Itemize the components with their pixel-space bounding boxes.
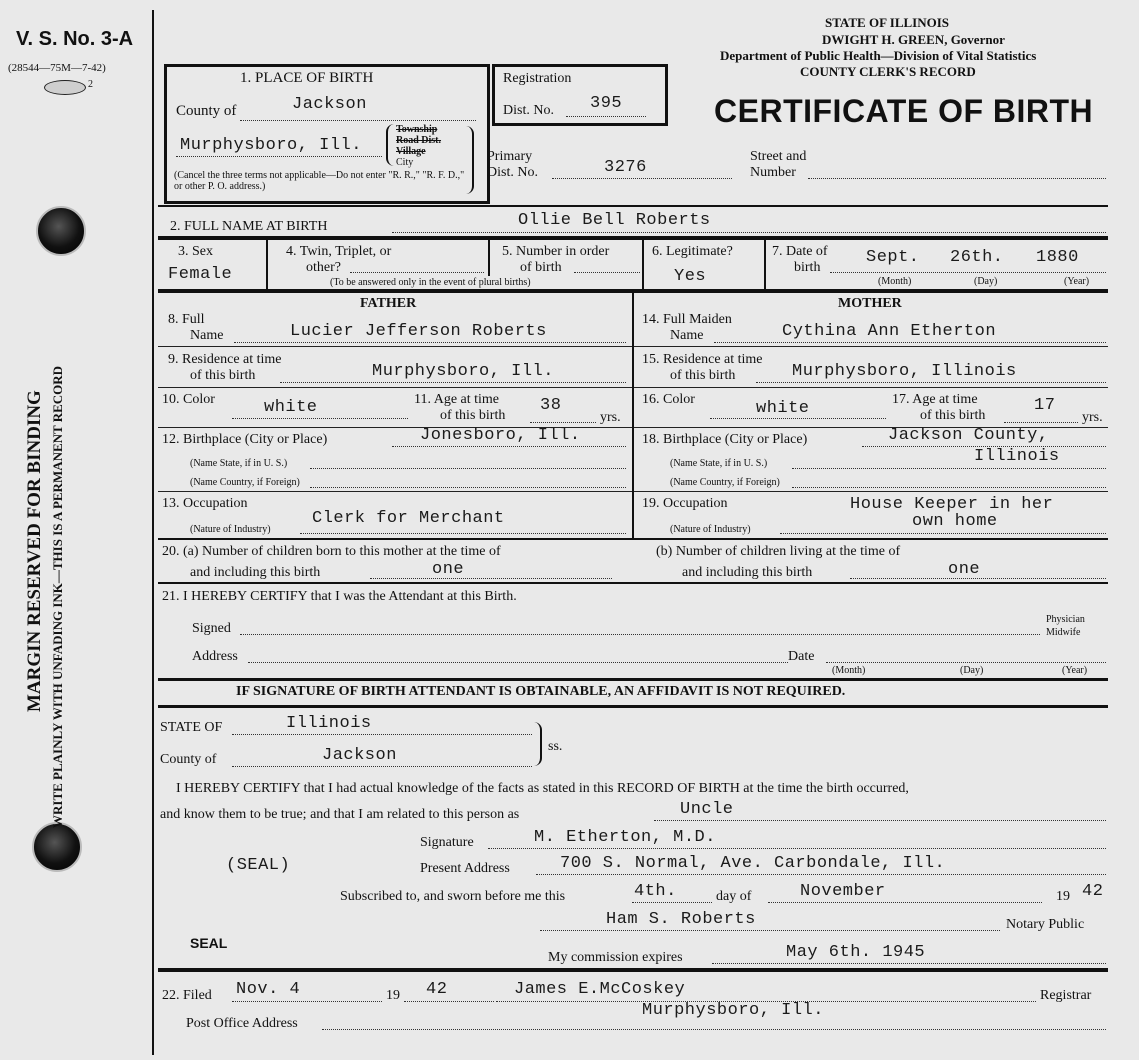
day-caption: (Day) bbox=[974, 276, 998, 287]
mother-name-label2: Name bbox=[670, 328, 704, 343]
row-line bbox=[158, 387, 632, 388]
twin-other-label: other? bbox=[306, 260, 341, 275]
father-mother-divider bbox=[632, 293, 634, 539]
mother-occupation-line bbox=[780, 533, 1106, 534]
full-name-label: 2. FULL NAME AT BIRTH bbox=[170, 219, 328, 234]
mother-color-line bbox=[710, 418, 886, 419]
legitimate-label: 6. Legitimate? bbox=[652, 244, 733, 259]
mother-age-label: 17. Age at time bbox=[892, 392, 978, 407]
mother-occupation-note: (Nature of Industry) bbox=[670, 524, 751, 535]
signature-line bbox=[488, 848, 1106, 849]
father-age-label2: of this birth bbox=[440, 408, 506, 423]
mother-name-label: 14. Full Maiden bbox=[642, 312, 732, 327]
ss-label: ss. bbox=[548, 739, 563, 754]
order-label: 5. Number in order bbox=[502, 244, 610, 259]
rule bbox=[158, 205, 1108, 207]
row-line bbox=[158, 491, 632, 492]
page-title: CERTIFICATE OF BIRTH bbox=[714, 93, 1094, 129]
mother-age: 17 bbox=[1034, 396, 1056, 415]
day-of-label: day of bbox=[716, 889, 752, 904]
relation-value: Uncle bbox=[680, 800, 734, 819]
father-residence-label2: of this birth bbox=[190, 368, 256, 383]
father-age: 38 bbox=[540, 396, 562, 415]
physician-label: Physician bbox=[1046, 614, 1085, 625]
father-yrs: yrs. bbox=[600, 410, 621, 425]
city-value: Murphysboro, Ill. bbox=[180, 136, 362, 155]
col-divider bbox=[764, 240, 766, 290]
children-born-label: 20. (a) Number of children born to this mother at the time of bbox=[162, 544, 501, 559]
mother-bp-line2 bbox=[792, 468, 1106, 469]
signature-label: Signature bbox=[420, 835, 474, 850]
term-road-dist: Road Dist. bbox=[396, 135, 442, 146]
children-living-label2: and including this birth bbox=[682, 565, 813, 580]
father-occupation: Clerk for Merchant bbox=[312, 509, 505, 528]
primary-dist-label: Dist. No. bbox=[487, 165, 538, 180]
birth-year: 1880 bbox=[1036, 248, 1079, 267]
children-living-value: one bbox=[948, 560, 981, 579]
mother-residence: Murphysboro, Illinois bbox=[792, 362, 1017, 381]
term-city: City bbox=[396, 157, 414, 168]
midwife-label: Midwife bbox=[1046, 627, 1081, 638]
primary-number: 3276 bbox=[604, 158, 647, 177]
order-of-birth-label: of birth bbox=[520, 260, 562, 275]
address-line bbox=[248, 662, 788, 663]
mother-heading: MOTHER bbox=[838, 296, 902, 311]
father-bp-line2 bbox=[310, 468, 626, 469]
affidavit-certify-2: and know them to be true; and that I am related to this person as bbox=[160, 807, 520, 822]
place-note: (Cancel the three terms not applicable—Do not enter "R. R.," "R. F. D.," or other P. O. address.) bbox=[174, 170, 465, 192]
signature-value: M. Etherton, M.D. bbox=[534, 828, 716, 847]
address-label: Address bbox=[192, 649, 238, 664]
children-born-value: one bbox=[432, 560, 465, 579]
number-label: Number bbox=[750, 165, 796, 180]
mother-residence-label: 15. Residence at time bbox=[642, 352, 763, 367]
signed-label: Signed bbox=[192, 621, 231, 636]
twin-line bbox=[350, 272, 484, 273]
rule bbox=[158, 538, 1108, 540]
col-divider bbox=[642, 240, 644, 290]
union-label-number: 2 bbox=[88, 79, 93, 90]
city-line bbox=[176, 156, 382, 157]
filed-year-line bbox=[404, 1001, 494, 1002]
header-record: COUNTY CLERK'S RECORD bbox=[800, 64, 976, 79]
po-address-label: Post Office Address bbox=[186, 1016, 298, 1031]
col-divider bbox=[488, 240, 490, 276]
notary-name: Ham S. Roberts bbox=[606, 910, 756, 929]
father-name: Lucier Jefferson Roberts bbox=[290, 322, 547, 341]
binding-hole-icon bbox=[32, 822, 82, 872]
rule bbox=[158, 236, 1108, 240]
mother-birthplace-2: Illinois bbox=[974, 447, 1060, 466]
mother-bp-line3 bbox=[792, 487, 1106, 488]
father-occupation-note: (Nature of Industry) bbox=[190, 524, 271, 535]
registration-number: 395 bbox=[590, 94, 623, 113]
filed-year: 42 bbox=[426, 980, 448, 999]
subscribed-century: 19 bbox=[1056, 889, 1070, 904]
father-color-line bbox=[232, 418, 408, 419]
father-color-label: 10. Color bbox=[162, 392, 215, 407]
mother-name: Cythina Ann Etherton bbox=[782, 322, 997, 341]
seal-heading: SEAL bbox=[190, 935, 228, 951]
registration-line bbox=[566, 116, 646, 117]
subscribed-day-line bbox=[632, 902, 712, 903]
rule bbox=[158, 582, 1108, 584]
seal-label: (SEAL) bbox=[226, 856, 291, 875]
row-line bbox=[634, 491, 1108, 492]
row-line bbox=[634, 346, 1108, 347]
mother-age-line bbox=[1004, 422, 1078, 423]
father-residence-line bbox=[280, 382, 626, 383]
header-state: STATE OF ILLINOIS bbox=[825, 15, 950, 30]
rule bbox=[158, 968, 1108, 972]
subscribed-year: 42 bbox=[1082, 882, 1104, 901]
attendant-day-caption: (Day) bbox=[960, 665, 984, 676]
affidavit-notice: IF SIGNATURE OF BIRTH ATTENDANT IS OBTAINABLE, AN AFFIDAVIT IS NOT REQUIRED. bbox=[236, 684, 846, 699]
registrar-label: Registrar bbox=[1040, 988, 1092, 1003]
father-bp-line3 bbox=[310, 487, 626, 488]
col-divider bbox=[266, 240, 268, 290]
po-address: Murphysboro, Ill. bbox=[642, 1001, 824, 1020]
mother-birthplace-1: Jackson County, bbox=[888, 426, 1049, 445]
attendant-month-caption: (Month) bbox=[832, 665, 866, 676]
print-code: (28544—75M—7-42) bbox=[8, 62, 106, 74]
children-born-line bbox=[370, 578, 612, 579]
mother-bp-note2: (Name Country, if Foreign) bbox=[670, 477, 780, 488]
mother-residence-line bbox=[756, 382, 1106, 383]
father-occupation-line bbox=[300, 533, 626, 534]
present-address-label: Present Address bbox=[420, 861, 510, 876]
subscribed-label: Subscribed to, and sworn before me this bbox=[340, 889, 566, 904]
sex-value: Female bbox=[168, 265, 233, 284]
father-name-label: 8. Full bbox=[168, 312, 205, 327]
primary-label: Primary bbox=[487, 149, 533, 164]
mother-color-label: 16. Color bbox=[642, 392, 695, 407]
subscribed-month: November bbox=[800, 882, 886, 901]
date-of-birth-label: 7. Date of bbox=[772, 244, 828, 259]
term-township: Township bbox=[396, 124, 438, 135]
month-caption: (Month) bbox=[878, 276, 912, 287]
father-color: white bbox=[264, 398, 318, 417]
binding-margin-text: MARGIN RESERVED FOR BINDING bbox=[24, 390, 45, 712]
mother-yrs: yrs. bbox=[1082, 410, 1103, 425]
affidavit-county: Jackson bbox=[322, 746, 397, 765]
father-birthplace: Jonesboro, Ill. bbox=[420, 426, 581, 445]
registrar-name: James E.McCoskey bbox=[514, 980, 686, 999]
county-line bbox=[240, 120, 476, 121]
rule bbox=[158, 678, 1108, 681]
affidavit-state: Illinois bbox=[286, 714, 372, 733]
plural-note: (To be answered only in the event of plural births) bbox=[330, 277, 531, 288]
affidavit-certify-1: I HEREBY CERTIFY that I had actual knowledge of the facts as stated in this RECORD OF BIRTH at the time the birth occurred, bbox=[176, 781, 909, 796]
father-age-label: 11. Age at time bbox=[414, 392, 500, 407]
header-department: Department of Public Health—Division of Vital Statistics bbox=[720, 48, 1037, 63]
filed-date-line bbox=[232, 1001, 382, 1002]
twin-label: 4. Twin, Triplet, or bbox=[286, 244, 392, 259]
affidavit-county-label: County of bbox=[160, 752, 217, 767]
row-line bbox=[158, 346, 632, 347]
present-address-line bbox=[536, 874, 1106, 875]
date-label: Date bbox=[788, 649, 815, 664]
affidavit-county-line bbox=[232, 766, 532, 767]
registration-label: Registration bbox=[503, 71, 572, 86]
full-name-line bbox=[392, 232, 1106, 233]
notary-label: Notary Public bbox=[1006, 917, 1085, 932]
filed-date: Nov. 4 bbox=[236, 980, 301, 999]
filed-century: 19 bbox=[386, 988, 400, 1003]
sex-label: 3. Sex bbox=[178, 244, 213, 259]
street-label: Street and bbox=[750, 149, 807, 164]
filed-label: 22. Filed bbox=[162, 988, 212, 1003]
relation-line bbox=[654, 820, 1106, 821]
date-line-attendant bbox=[826, 662, 1106, 663]
year-caption: (Year) bbox=[1064, 276, 1090, 287]
row-line bbox=[634, 387, 1108, 388]
county-value: Jackson bbox=[292, 95, 367, 114]
father-birthplace-line bbox=[392, 446, 626, 447]
date-birth-label: birth bbox=[794, 260, 821, 275]
mother-bp-note1: (Name State, if in U. S.) bbox=[670, 458, 768, 469]
place-of-birth-heading: 1. PLACE OF BIRTH bbox=[240, 70, 374, 86]
father-bp-note2: (Name Country, if Foreign) bbox=[190, 477, 300, 488]
birth-day: 26th. bbox=[950, 248, 1004, 267]
mother-occupation-2: own home bbox=[912, 512, 998, 531]
mother-residence-label2: of this birth bbox=[670, 368, 736, 383]
full-name-value: Ollie Bell Roberts bbox=[518, 211, 711, 230]
father-heading: FATHER bbox=[360, 296, 417, 311]
children-born-label2: and including this birth bbox=[190, 565, 321, 580]
mother-occupation-1: House Keeper in her bbox=[850, 495, 1054, 514]
subscribed-day: 4th. bbox=[634, 882, 677, 901]
subscribed-month-line bbox=[768, 902, 1042, 903]
primary-line bbox=[552, 178, 732, 179]
attendant-certify: 21. I HEREBY CERTIFY that I was the Attendant at this Birth. bbox=[162, 589, 517, 604]
father-bp-note1: (Name State, if in U. S.) bbox=[190, 458, 288, 469]
unfading-ink-text: WRITE PLAINLY WITH UNFADING INK—THIS IS A PERMANENT RECORD bbox=[50, 365, 65, 828]
birth-month: Sept. bbox=[866, 248, 920, 267]
commission-line bbox=[712, 963, 1106, 964]
mother-color: white bbox=[756, 399, 810, 418]
term-village: Village bbox=[396, 146, 426, 157]
order-line bbox=[574, 272, 640, 273]
signed-line bbox=[240, 634, 1040, 635]
header-governor: DWIGHT H. GREEN, Governor bbox=[822, 32, 1005, 47]
father-residence: Murphysboro, Ill. bbox=[372, 362, 554, 381]
terms-bracket bbox=[386, 124, 394, 166]
rule bbox=[158, 705, 1108, 708]
po-address-line bbox=[322, 1029, 1106, 1030]
ss-brace bbox=[534, 722, 542, 766]
legitimate-value: Yes bbox=[674, 267, 707, 286]
father-age-line bbox=[530, 422, 596, 423]
father-name-line bbox=[234, 342, 626, 343]
margin-rule bbox=[152, 10, 154, 1055]
commission-date: May 6th. 1945 bbox=[786, 943, 926, 962]
street-line bbox=[808, 178, 1106, 179]
attendant-year-caption: (Year) bbox=[1062, 665, 1088, 676]
notary-line bbox=[540, 930, 1000, 931]
affidavit-state-line bbox=[232, 734, 532, 735]
affidavit-state-label: STATE OF bbox=[160, 720, 223, 735]
present-address: 700 S. Normal, Ave. Carbondale, Ill. bbox=[560, 854, 946, 873]
county-label: County of bbox=[176, 103, 237, 119]
binding-hole-icon bbox=[36, 206, 86, 256]
mother-occupation-label: 19. Occupation bbox=[642, 496, 728, 511]
date-line bbox=[830, 272, 1106, 273]
mother-name-line bbox=[714, 342, 1106, 343]
mother-age-label2: of this birth bbox=[920, 408, 986, 423]
father-occupation-label: 13. Occupation bbox=[162, 496, 248, 511]
terms-bracket-right bbox=[466, 126, 474, 194]
registration-dist-label: Dist. No. bbox=[503, 103, 554, 118]
father-name-label2: Name bbox=[190, 328, 224, 343]
children-living-label: (b) Number of children living at the time of bbox=[656, 544, 901, 559]
father-residence-label: 9. Residence at time bbox=[168, 352, 282, 367]
union-label-icon bbox=[44, 80, 86, 95]
commission-label: My commission expires bbox=[548, 950, 683, 965]
mother-birthplace-label: 18. Birthplace (City or Place) bbox=[642, 432, 808, 447]
form-number: V. S. No. 3-A bbox=[16, 28, 134, 50]
father-birthplace-label: 12. Birthplace (City or Place) bbox=[162, 432, 328, 447]
